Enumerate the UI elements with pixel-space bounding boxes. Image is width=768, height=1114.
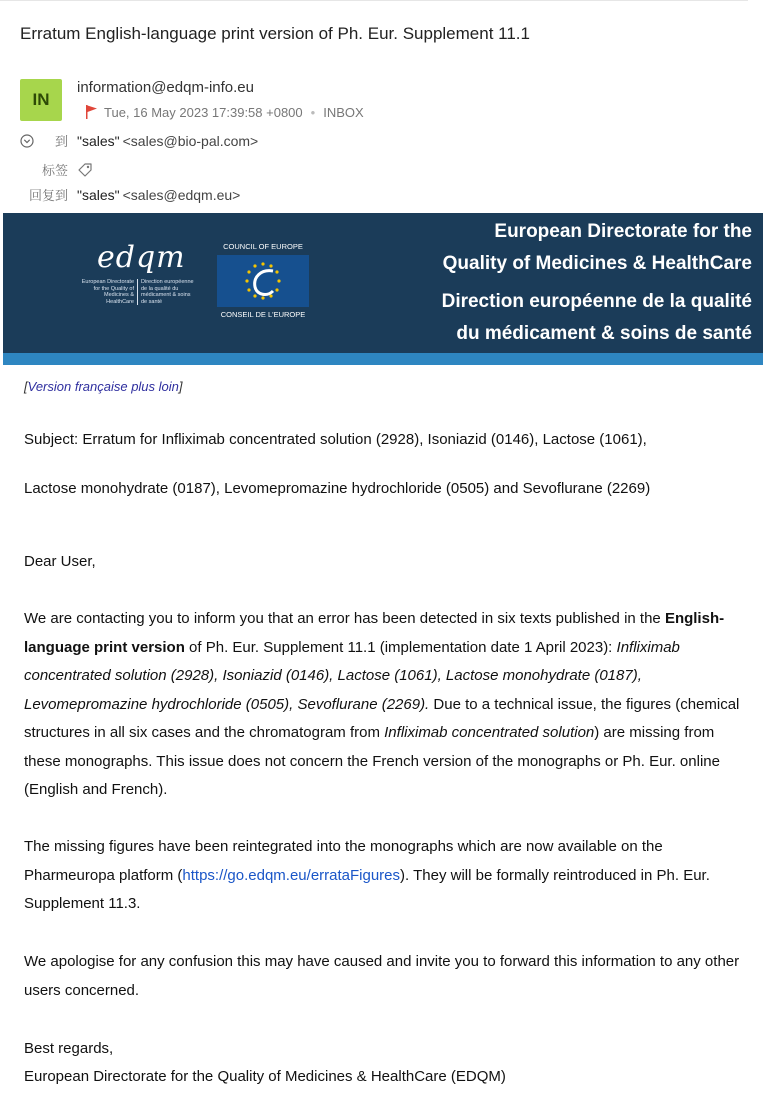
print-version-bold: English-language print version [24, 610, 725, 656]
sender-avatar[interactable]: IN [20, 79, 62, 121]
errata-figures-link[interactable]: https://go.edqm.eu/errataFigures [182, 866, 401, 884]
paragraph-error-notice: We are contacting you to inform you that an error has been detected in six texts published in the English-language print version of Ph. Eur. Supplement 11.1 (implementation date 1 April 2023): Infliximab concentrated solution (2928), Isoniazid (0146), Lactose (1061), Lactose monohydrate (0187), Levomepromazine hydrochloride (0505), Sevoflurane (2269). Due to a technical issue, the figures (chemical structures in all six cases and the chromatogram from Infliximab concentrated solution) are missing from these monographs. This issue does not concern the French version of the monographs or Ph. Eur. online (English and French). [24, 610, 740, 798]
tag-icon[interactable] [77, 162, 93, 178]
eu-stars-icon [239, 259, 287, 303]
reply-to-row [20, 185, 240, 204]
banner-accent-bar [3, 353, 763, 365]
banner-fr-line1: Direction européenne de la qualité [441, 291, 752, 312]
reply-to-label: 回复到 [28, 188, 68, 203]
edqm-logo [75, 240, 207, 305]
subject-line-1: Subject: Erratum for Infliximab concentrated solution (2928), Isoniazid (0146), Lactose (1061), [24, 431, 647, 448]
infliximab-ref: Infliximab concentrated solution [384, 724, 595, 741]
logo-text-en: European Directorate for the Quality of Medicines & HealthCare [75, 279, 138, 305]
tags-label: 标签 [41, 163, 68, 178]
banner-title-fr [442, 286, 752, 350]
monograph-list: Infliximab concentrated solution (2928), Isoniazid (0146), Lactose (1061), Lactose monohydrate (0187), Levomepromazine hydrochloride (0505), Sevoflurane (2269). [24, 638, 680, 713]
email-subject: Erratum English-language print version of Ph. Eur. Supplement 11.1 [20, 24, 530, 43]
email-date: Tue, 16 May 2023 17:39:58 +0800 [104, 104, 303, 120]
top-divider [0, 0, 748, 1]
date-line [84, 104, 364, 120]
paragraph-reintegrated: The missing figures have been reintegrated into the monographs which are now available on the Pharmeuropa platform (https://go.edqm.eu/errataFigures). They will be formally reintroduced in Ph. Eur. Supplement 11.3. [24, 838, 710, 912]
tags-row [20, 160, 93, 179]
banner-fr-line2: du médicament & soins de santé [456, 323, 752, 344]
greeting: Dear User, [24, 553, 96, 570]
closing: Best regards, [24, 1040, 114, 1057]
to-row [20, 131, 258, 150]
coe-bottom-label: CONSEIL DE L'EUROPE [220, 310, 306, 319]
coe-top-label: COUNCIL OF EUROPE [223, 242, 303, 251]
signature: European Directorate for the Quality of Medicines & HealthCare (EDQM) [24, 1068, 506, 1085]
to-label: 到 [54, 134, 68, 149]
email-folder[interactable]: INBOX [323, 104, 364, 120]
separator-dot: • [310, 104, 316, 120]
logo-text-fr: Direction européenne de la qualité du médicament & soins de santé [141, 279, 194, 305]
expand-chevron-icon[interactable] [20, 134, 34, 148]
sender-address[interactable]: information@edqm-info.eu [77, 79, 254, 96]
edqm-banner [3, 213, 763, 353]
reply-to-name[interactable]: "sales" [77, 186, 120, 203]
banner-title-en [443, 216, 752, 280]
flag-icon[interactable] [84, 104, 100, 120]
to-name[interactable]: "sales" [77, 132, 120, 149]
subject-line-2: Lactose monohydrate (0187), Levomepromazine hydrochloride (0505) and Sevoflurane (2269) [24, 480, 651, 497]
council-of-europe-logo [213, 242, 313, 319]
paragraph-apology: We apologise for any confusion this may have caused and invite you to forward this information to any other users concerned. [24, 953, 740, 999]
banner-en-line2: Quality of Medicines & HealthCare [442, 253, 752, 274]
edqm-wordmark: edqm [97, 240, 186, 275]
french-version-link[interactable]: Version française plus loin [27, 379, 179, 394]
to-address[interactable]: <sales@bio-pal.com> [122, 132, 259, 149]
reply-to-address[interactable]: <sales@edqm.eu> [122, 186, 241, 203]
french-version-link-wrapper: [Version française plus loin] [24, 379, 183, 394]
banner-en-line1: European Directorate for the [494, 221, 752, 242]
